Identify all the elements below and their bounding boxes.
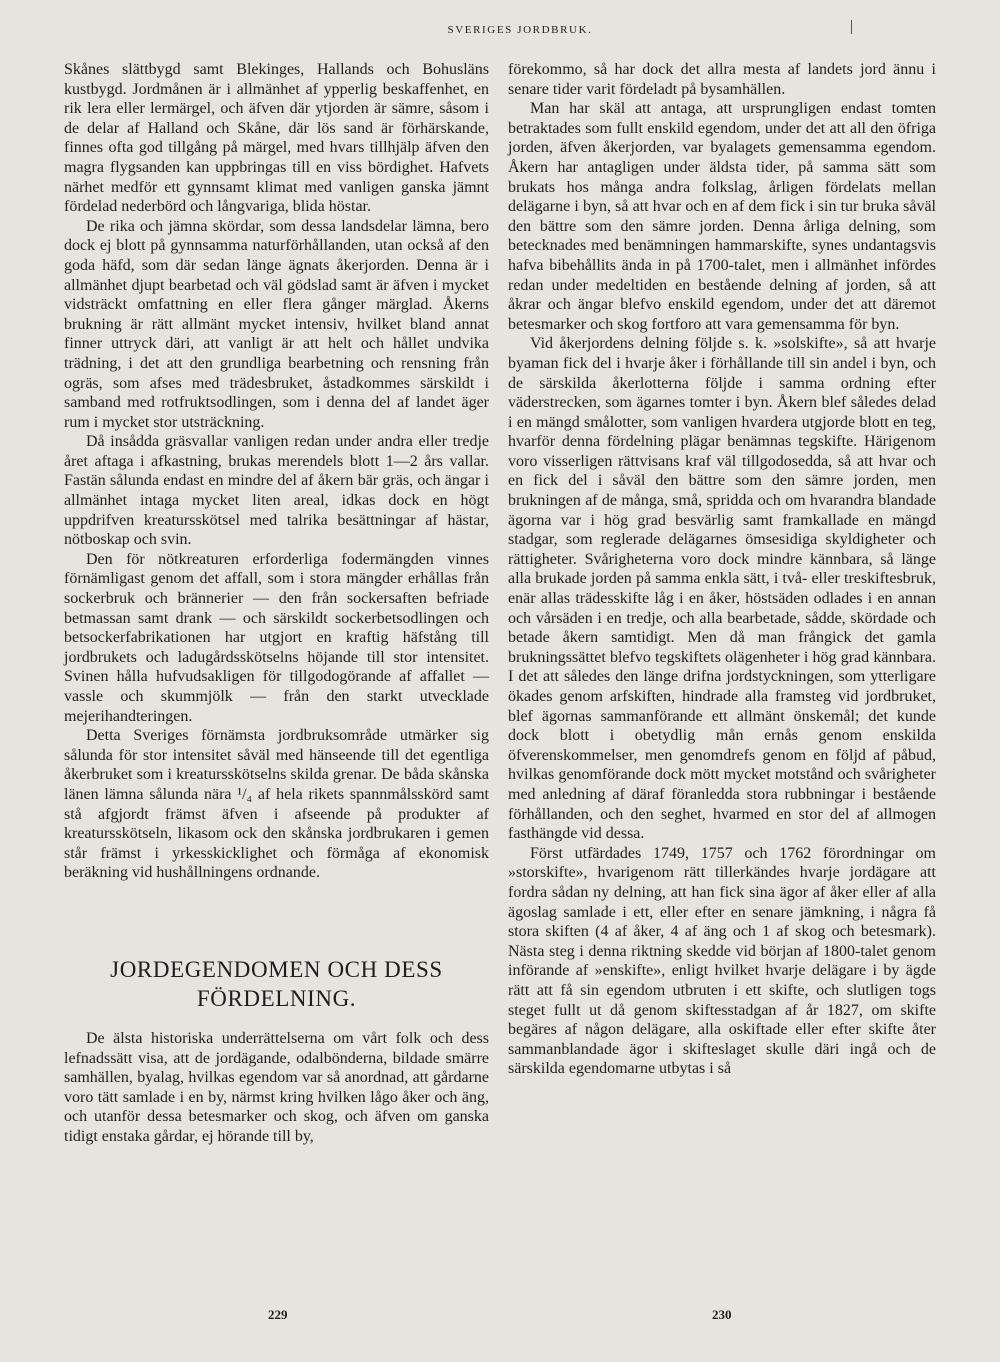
margin-mark: [851, 20, 852, 34]
section-paragraph: De älsta historiska underrättelserna om vårt folk och dess lefnadssätt visa, att de jordägande, odalbönderna, bildade smärre samhällen, byalag, hvilkas egendom var så anordnad, att gårdarne voro tätt samlade i en by, närmst kring hvilken lågo åker och äng, och utanför dessa betesmarker och skog, och äfven om ganska tidigt enstaka gårdar, ej hörande till by,: [64, 1029, 489, 1145]
page-number-left: 229: [268, 1307, 288, 1322]
section-title-line2: FÖRDELNING.: [196, 985, 357, 1011]
left-paragraph: De rika och jämna skördar, som dessa landsdelar lämna, bero dock ej blott på gynnsamma naturförhållanden, utan också af den goda häfd, som där sedan länge ägnats åkerjorden. Denna är i allmänhet djupt bearbetad och väl gödslad samt är äfven i mycket vidsträckt omfattning en eller flera gånger märglad. Åkerns brukning är rätt allmänt mycket intensiv, hvilket bland annat finner uttryck däri, att vanligt är att helt och hållet undvika trädning, i det att den grundliga bearbetning och rensning från ogräs, som afses med trädesbruket, åstadkommes särskildt i samband med rotfruktsodlingen, som i denna del af landet äger rum i mycket stor utsträckning.: [64, 217, 489, 431]
right-column: [508, 60, 936, 1079]
left-paragraph: Skånes slättbygd samt Blekinges, Hallands och Bohusläns kustbygd. Jordmånen är i allmänhet af ypperlig beskaffenhet, en rik lera eller lermärgel, och äfven där ytjorden är sämre, såsom i de delar af Halland och Skåne, där lös sand är förhärskande, finnes ofta god tillgång på märgel, med hvars tillhjälp äfven den magra flygsanden kan uppbringas till en viss bördighet. Hafvets närhet medför ett gynnsamt klimat med vanligen ganska jämnt fördelad nederbörd och långvariga, blida höstar.: [64, 61, 489, 216]
right-paragraph: förekommo, så har dock det allra mesta af landets jord ännu i senare tider varit fördeladt på bysamhällen.: [508, 61, 936, 98]
running-head: SVERIGES JORDBRUK.: [447, 24, 593, 36]
left-paragraph: Den för nötkreaturen erforderliga fodermängden vinnes förnämligast genom det affall, som i stora mängder erhållas från sockerbruk och brännerier — den från sockersaften befriade betmassan samt drank — och särskildt sockerbetsodlingen och betsockerfabrikationen har utgjort en kraftig häfstång till jordbrukets och ladugårdsskötselns höjande till stor intensitet. Svinen hålla hufvudsakligen för tillgodogörande af affallet — vassle och skummjölk — från den starkt utvecklade mejerihandteringen.: [64, 550, 489, 725]
page-number-right: 230: [712, 1307, 732, 1322]
left-paragraph: Detta Sveriges förnämsta jordbruksområde utmärker sig sålunda för stor intensitet såväl med hänseende till det egentliga åkerbruket som i kreatursskötselns skilda grenar. De båda skånska länen lämna sålunda nära ¹/₄ af hela rikets spannmålsskörd samt stå afgjordt främst äfven i afseende på produkter af kreatursskötseln, likasom ock den skånska jordbrukaren i gemen står främst i yrkesskicklighet och förmåga af ekonomisk beräkning vid hushållningens ordnande.: [64, 727, 489, 882]
right-paragraph: Man har skäl att antaga, att ursprungligen endast tomten betraktades som fullt enskild egendom, under det att all den öfriga jorden, äfven åkerjorden, var byalagets gemensamma egendom. Åkern har antagligen under äldsta tider, på samma sätt som brukats hos många andra folkslag, årligen fördelats mellan delägarne i byn, så att hvar och en af dem fick i sin tur bruka såväl den bättre som den sämre jorden. Denna årliga delning, som betecknades med benämningen hammarskifte, synes undantagsvis hafva bibehållits ända in på 1700-talet, men i allmänhet infördes redan under medeltiden en bestående delning af jorden, så att åkrar och ängar blefvo enskild egendom, under det att däremot betesmarker och skog fortforo att vara gemensamma för byn.: [508, 100, 936, 333]
section-title: [64, 955, 489, 1013]
section-title-line1: JORDEGENDOMEN OCH DESS: [110, 956, 443, 982]
right-paragraph: Först utfärdades 1749, 1757 och 1762 förordningar om »storskifte», hvarigenom rätt tillerkändes hvarje jordägare att fordra sådan ny delning, att han fick sina ägor af åker eller af alla ägoslag samlade i ett, eller efter en senare jämkning, i några få stora skiften (4 af åker, 4 af äng och 1 af skog och betesmark). Nästa steg i denna riktning skedde vid början af 1800-talet genom införande af »enskifte», enligt hvilket hvarje delägare i by ägde rätt att få sin egendom utbruten i ett skifte, och slutligen togs steget fullt ut då genom skiftesstadgan af år 1827, om skifte begäres af någon delägare, alla oskiftade eller efter skifte åter sammanblandade ägor i skifteslaget skulle däri ingå och de särskilda egendomarne utbytas i så: [508, 844, 936, 1078]
right-paragraph: Vid åkerjordens delning följde s. k. »solskifte», så att hvarje byaman fick del i hvarje åker i förhållande till sin andel i byn, och de särskilda åkerlotterna följde i samma ordning efter väderstrecken, som ägarnes tomter i byn. Åkern blef således delad i en mängd smålotter, som vanligen hvardera utgjorde blott en teg, hvarför denna fördelning plägar benämnas tegskifte. Härigenom voro visserligen rättvisans kraf väl tillgodosedda, så att hvar och en fick del i såväl den bättre som den sämre jorden, men brukningen af de många, små, spridda och om hvarandra blandade ägorna var i hög grad besvärlig samt framkallade en mängd stadgar, som reglerade delägarnes ömsesidiga skyldigheter och rättigheter. Svårigheterna voro dock mindre kännbara, så länge alla brukade jorden på samma enkla sätt, i två- eller treskiftesbruk, enär allas trädesskifte låg i en åker, höstsäden odlades i en annan och vårsäden i en tredje, och alla bearbetade, sådde, skördade och betade åkern samtidigt. Men då man frångick det gamla brukningssättet blefvo tegskiftets olägenheter i hög grad kännbara. I det att således den länge drifna jordstyckningen, som ytterligare ökades genom arfskiften, hindrade alla framsteg vid jordbruket, blef ägornas sammanförande ett allmänt önskemål; det kunde dock blott i obetydlig mån ernås genom enskilda öfverenskommelser, men genomdrefs genom en följd af påbud, hvilkas genomförande dock mött mycket motstånd och svårigheter med anledning af däraf föranledda stora rubbningar i bestående förhållanden, och den seghet, hvarmed en stor del af allmogen fasthängde vid dessa.: [508, 335, 936, 843]
left-paragraph: Då insådda gräsvallar vanligen redan under andra eller tredje året aftaga i afkastning, brukas merendels blott 1—2 års vallar. Fastän sålunda endast en mindre del af åkern bär gräs, och ängar i allmänhet intaga mycket liten areal, idkas dock en högt uppdrifven kreatursskötsel med talrika besättningar af hästar, nötboskap och svin.: [64, 433, 489, 549]
left-column: [64, 60, 489, 1147]
